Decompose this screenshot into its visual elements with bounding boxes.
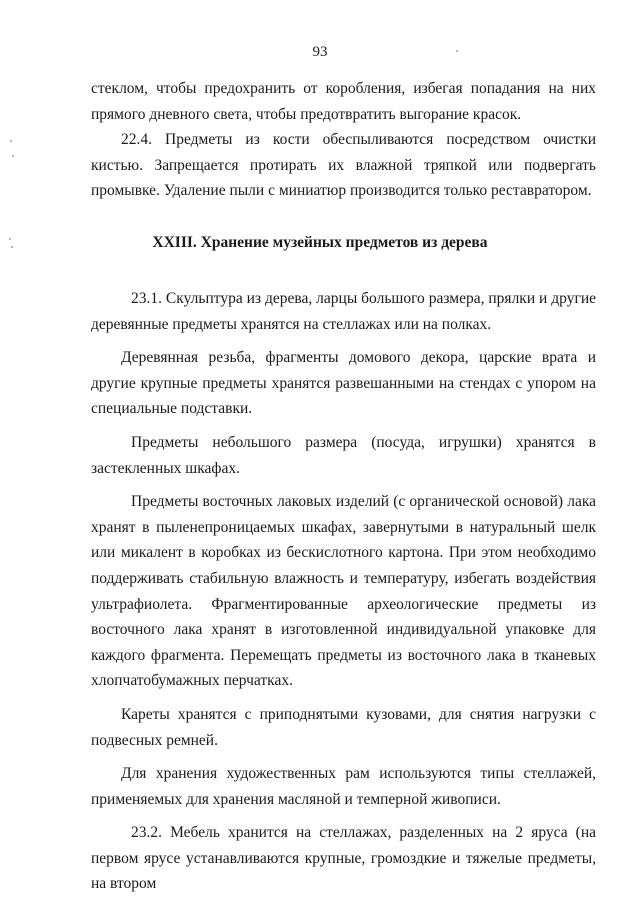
- paragraph: Деревянная резьба, фрагменты домового декора, царские врата и другие крупные предметы хранятся развешанными на стендах с упором на специальные подставки.: [91, 349, 596, 418]
- paragraph: Предметы небольшого размера (посуда, игрушки) хранятся в застекленных шкафах.: [91, 433, 596, 477]
- paragraph: 22.4. Предметы из кости обеспыливаются посредством очистки кистью. Запрещается протирать их влажной тряпкой или подвергать промывке. Удаление пыли с миниатюр производится только реставратором.: [91, 131, 596, 200]
- scan-speck: [12, 155, 14, 157]
- scan-speck: [9, 238, 11, 240]
- page-number: 93: [312, 44, 328, 60]
- body-text-block: [91, 286, 596, 897]
- paragraph: Для хранения художественных рам используются типы стеллажей, применяемых для хранения масляной и темперной живописи.: [91, 765, 596, 808]
- scan-speck: [456, 50, 458, 52]
- paragraph: 23.1. Скульптура из дерева, ларцы большого размера, прялки и другие деревянные предметы хранятся на стеллажах или на полках.: [91, 290, 596, 333]
- top-text-block: [91, 76, 596, 204]
- paragraph: стеклом, чтобы предохранить от коробления, избегая попадания на них прямого дневного света, чтобы предотвратить выгорание красок.: [91, 80, 596, 123]
- scan-speck: [10, 140, 12, 142]
- section-heading: XXIII. Хранение музейных предметов из дерева: [152, 234, 488, 251]
- paragraph: 23.2. Мебель хранится на стеллажах, разделенных на 2 яруса (на первом ярусе устанавливаются крупные, громоздкие и тяжелые предметы, на втором: [91, 824, 596, 893]
- scan-speck: [11, 246, 13, 248]
- paragraph: Предметы восточных лаковых изделий (с органической основой) лака хранят в пыленепроницаемых шкафах, завернутыми в натуральный шелк или микалент в коробках из бескислотного картона. При этом необходимо поддерживать стабильную влажность и температуру, избегать воздействия ультрафиолета. Фрагментированные археологические предметы из восточного лака хранят в изготовленной индивидуальной упаковке для каждого фрагмента. Перемещать предметы из восточного лака в тканевых хлопчатобумажных перчатках.: [91, 493, 596, 690]
- paragraph: Кареты хранятся с приподнятыми кузовами, для снятия нагрузки с подвесных ремней.: [91, 705, 596, 749]
